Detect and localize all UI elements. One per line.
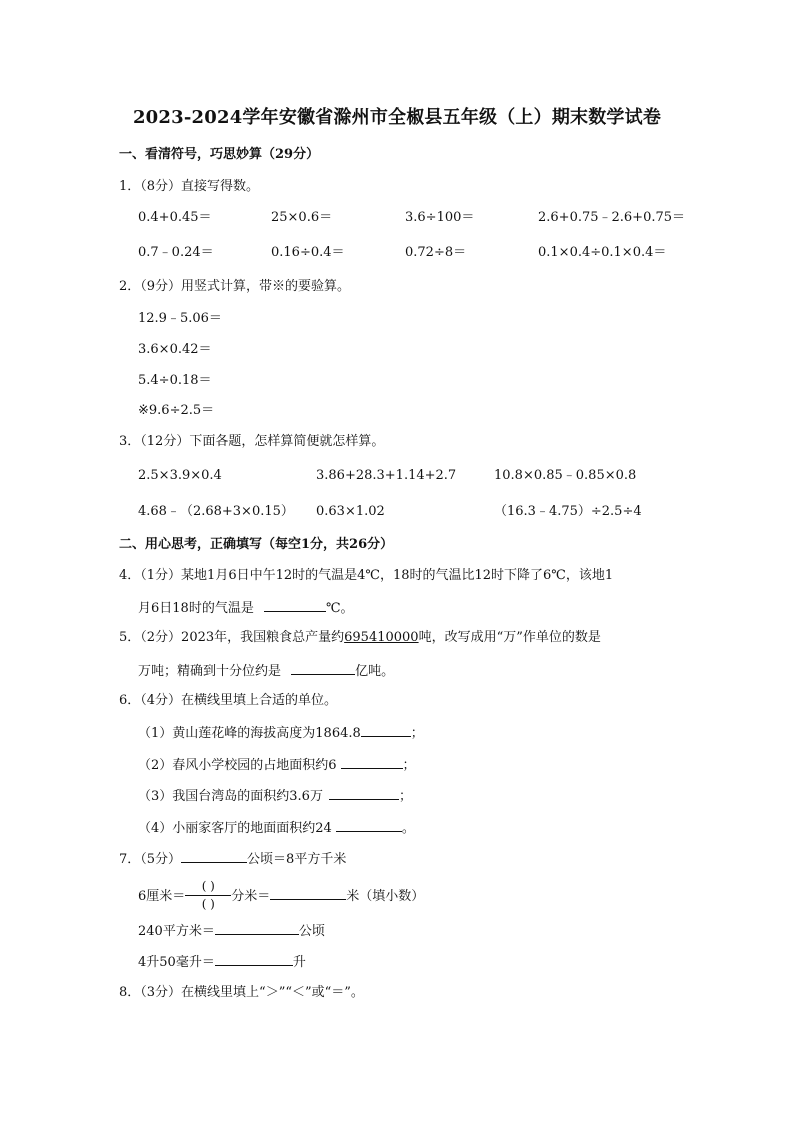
q7-text: 公顷＝8平方千米 — [247, 852, 347, 867]
question-7-line-4 — [138, 951, 306, 973]
q6-answer-blank[interactable] — [336, 817, 402, 832]
q1-item: 0.16÷0.4＝ — [271, 245, 345, 260]
fraction-denominator: ( ) — [201, 897, 215, 911]
q5-answer-blank[interactable] — [291, 660, 355, 675]
q2-item: 3.6×0.42＝ — [138, 342, 212, 357]
q2-item: 5.4÷0.18＝ — [138, 373, 212, 388]
q3-item: 2.5×3.9×0.4 — [138, 468, 222, 483]
q3-item: 3.86+28.3+1.14+2.7 — [316, 468, 457, 483]
q6-item — [138, 722, 424, 744]
question-7-line-1 — [119, 848, 346, 870]
q7-answer-blank-3[interactable] — [215, 920, 299, 935]
page-title: 2023-2024学年安徽省滁州市全椒县五年级（上）期末数学试卷 — [132, 107, 662, 128]
q1-item: 0.72÷8＝ — [405, 245, 467, 260]
q6-item — [138, 785, 412, 807]
q5-text-end: 亿吨。 — [355, 664, 395, 679]
q7-text-2a: 6厘米＝ — [138, 889, 186, 904]
question-7-line-2 — [138, 880, 424, 913]
fraction-bar — [185, 895, 231, 896]
q4-text: 月6日18时的气温是 — [138, 601, 254, 616]
question-2-stem: 2．（9分）用竖式计算，带※的要验算。 — [119, 279, 351, 294]
q3-item: 0.63×1.02 — [316, 504, 385, 519]
q6-item — [138, 754, 416, 776]
q5-text: 5．（2分）2023年，我国粮食总产量约 — [119, 630, 345, 645]
q6-item-end: ； — [410, 726, 424, 741]
q7-label: 7．（5分） — [119, 852, 182, 867]
q6-answer-blank[interactable] — [361, 722, 411, 737]
q1-item: 3.6÷100＝ — [405, 210, 475, 225]
q3-item: （16.3﹣4.75）÷2.5÷4 — [494, 504, 642, 519]
question-7-line-3 — [138, 920, 325, 942]
question-1-stem: 1．（8分）直接写得数。 — [119, 179, 260, 194]
q4-text-end: ℃。 — [325, 601, 354, 616]
q7-text-4b: 升 — [292, 955, 306, 970]
q1-item: 2.6+0.75﹣2.6+0.75＝ — [538, 210, 686, 225]
q1-item: 0.4+0.45＝ — [138, 210, 212, 225]
question-4-line-1: 4．（1分）某地1月6日中午12时的气温是4℃，18时的气温比12时下降了6℃，该地1 — [119, 568, 614, 583]
q1-item: 0.1×0.4÷0.1×0.4＝ — [538, 245, 667, 260]
q6-item-text: （4）小丽家客厅的地面面积约24 — [138, 821, 332, 836]
q7-text-4a: 4升50毫升＝ — [138, 955, 215, 970]
q7-answer-blank-4[interactable] — [215, 951, 293, 966]
question-5-line-1 — [119, 628, 601, 648]
q1-item: 25×0.6＝ — [271, 210, 333, 225]
question-5-line-2 — [138, 660, 394, 682]
question-6-stem: 6．（4分）在横线里填上合适的单位。 — [119, 693, 338, 708]
q6-item-end: 。 — [401, 821, 415, 836]
q7-text-2b: 分米＝ — [231, 889, 271, 904]
q5-underlined-number: 695410000 — [344, 630, 419, 645]
q6-item-end: ； — [398, 789, 412, 804]
q1-item: 0.7﹣0.24＝ — [138, 245, 214, 260]
q6-item-text: （2）春风小学校园的占地面积约6 — [138, 758, 337, 773]
q2-item: ※9.6÷2.5＝ — [138, 403, 215, 418]
q6-answer-blank[interactable] — [329, 785, 399, 800]
q7-fraction-blank[interactable] — [185, 879, 231, 912]
q7-text-3a: 240平方米＝ — [138, 924, 215, 939]
q5-text-cont: 吨，改写成用“万”作单位的数是 — [418, 630, 601, 645]
q6-item — [138, 817, 415, 839]
q7-answer-blank-2[interactable] — [270, 885, 346, 900]
q2-item: 12.9﹣5.06＝ — [138, 311, 222, 326]
section-1-heading: 一、看清符号，巧思妙算（29分） — [119, 147, 320, 162]
q4-answer-blank[interactable] — [264, 597, 326, 612]
q7-text-2c: 米（填小数） — [346, 889, 425, 904]
q6-item-text: （3）我国台湾岛的面积约3.6万 — [138, 789, 323, 804]
q6-answer-blank[interactable] — [341, 754, 403, 769]
question-8-stem: 8．（3分）在横线里填上“＞”“＜”或“＝”。 — [119, 985, 364, 1000]
q5-text-2: 万吨；精确到十分位约是 — [138, 664, 282, 679]
q7-answer-blank-1[interactable] — [181, 848, 247, 863]
question-4-line-2 — [138, 597, 354, 619]
q3-item: 4.68﹣（2.68+3×0.15） — [138, 504, 294, 519]
question-3-stem: 3．（12分）下面各题，怎样算简便就怎样算。 — [119, 434, 385, 449]
q6-item-end: ； — [402, 758, 416, 773]
q3-item: 10.8×0.85﹣0.85×0.8 — [494, 468, 637, 483]
fraction-numerator: ( ) — [201, 879, 215, 893]
q6-item-text: （1）黄山莲花峰的海拔高度为1864.8 — [138, 726, 361, 741]
section-2-heading: 二、用心思考，正确填写（每空1分，共26分） — [119, 537, 394, 552]
q7-text-3b: 公顷 — [298, 924, 325, 939]
